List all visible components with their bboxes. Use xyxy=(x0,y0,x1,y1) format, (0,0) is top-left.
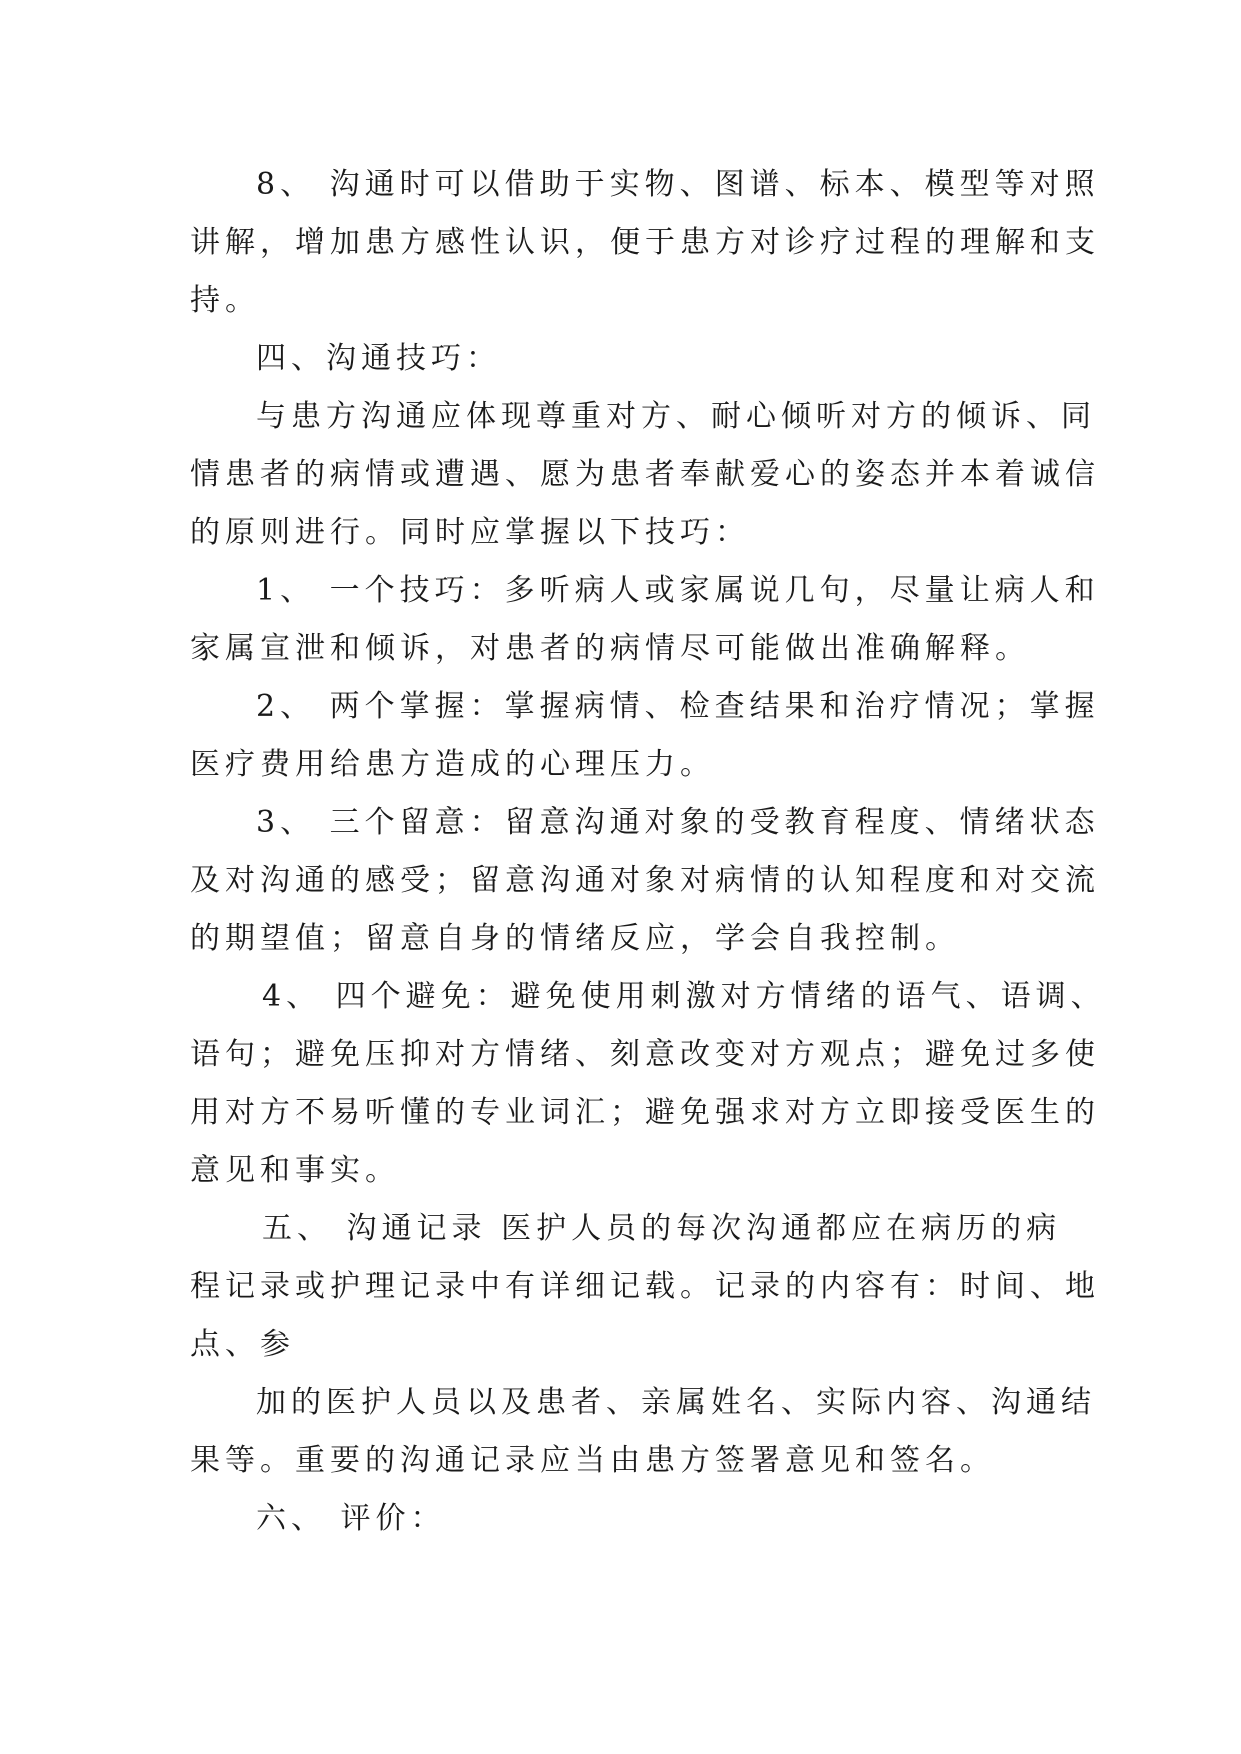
section-5 xyxy=(190,1200,1100,1374)
text-line: 持。 xyxy=(190,283,260,318)
text-line: 五、 沟通记录 医护人员的每次沟通都应在病历的病 xyxy=(262,1211,1062,1246)
text-line: 4、 四个避免：避免使用刺激对方情绪的语气、语调、 xyxy=(262,979,1106,1014)
section-4-intro xyxy=(190,388,1100,562)
text-line: 六、 评价： xyxy=(256,1501,446,1536)
text-line: 8、 沟通时可以借助于实物、图谱、标本、模型等对照 xyxy=(256,167,1100,202)
text-line: 加的医护人员以及患者、亲属姓名、实际内容、沟通结 xyxy=(256,1385,1096,1420)
section-5-continued xyxy=(190,1374,1096,1490)
paragraph-item-8 xyxy=(190,156,1100,330)
text-line: 与患方沟通应体现尊重对方、耐心倾听对方的倾诉、同 xyxy=(256,399,1096,434)
text-line: 程记录或护理记录中有详细记载。记录的内容有：时间、地 xyxy=(190,1269,1100,1304)
tip-4 xyxy=(190,968,1106,1200)
text-line: 用对方不易听懂的专业词汇；避免强求对方立即接受医生的 xyxy=(190,1095,1100,1130)
text-line: 3、 三个留意：留意沟通对象的受教育程度、情绪状态 xyxy=(256,805,1100,840)
tip-2 xyxy=(190,678,1100,794)
text-line: 情患者的病情或遭遇、愿为患者奉献爱心的姿态并本着诚信 xyxy=(190,457,1100,492)
section-4-heading xyxy=(190,330,1070,388)
section-6-heading xyxy=(190,1490,1070,1548)
text-line: 医疗费用给患方造成的心理压力。 xyxy=(190,747,715,782)
text-line: 语句；避免压抑对方情绪、刻意改变对方观点；避免过多使 xyxy=(190,1037,1100,1072)
text-line: 的原则进行。同时应掌握以下技巧： xyxy=(190,515,750,550)
text-line: 讲解，增加患方感性认识，便于患方对诊疗过程的理解和支 xyxy=(190,225,1100,260)
tip-3 xyxy=(190,794,1100,968)
text-line: 1、 一个技巧：多听病人或家属说几句，尽量让病人和 xyxy=(256,573,1100,608)
text-line: 及对沟通的感受；留意沟通对象对病情的认知程度和对交流 xyxy=(190,863,1100,898)
text-line: 果等。重要的沟通记录应当由患方签署意见和签名。 xyxy=(190,1443,995,1478)
tip-1 xyxy=(190,562,1100,678)
text-line: 点、参 xyxy=(190,1327,295,1362)
text-line: 家属宣泄和倾诉，对患者的病情尽可能做出准确解释。 xyxy=(190,631,1030,666)
text-line: 四、沟通技巧： xyxy=(256,341,501,376)
text-line: 2、 两个掌握：掌握病情、检查结果和治疗情况；掌握 xyxy=(256,689,1100,724)
document-body xyxy=(190,156,1106,1548)
text-line: 的期望值；留意自身的情绪反应，学会自我控制。 xyxy=(190,921,960,956)
text-line: 意见和事实。 xyxy=(190,1153,400,1188)
